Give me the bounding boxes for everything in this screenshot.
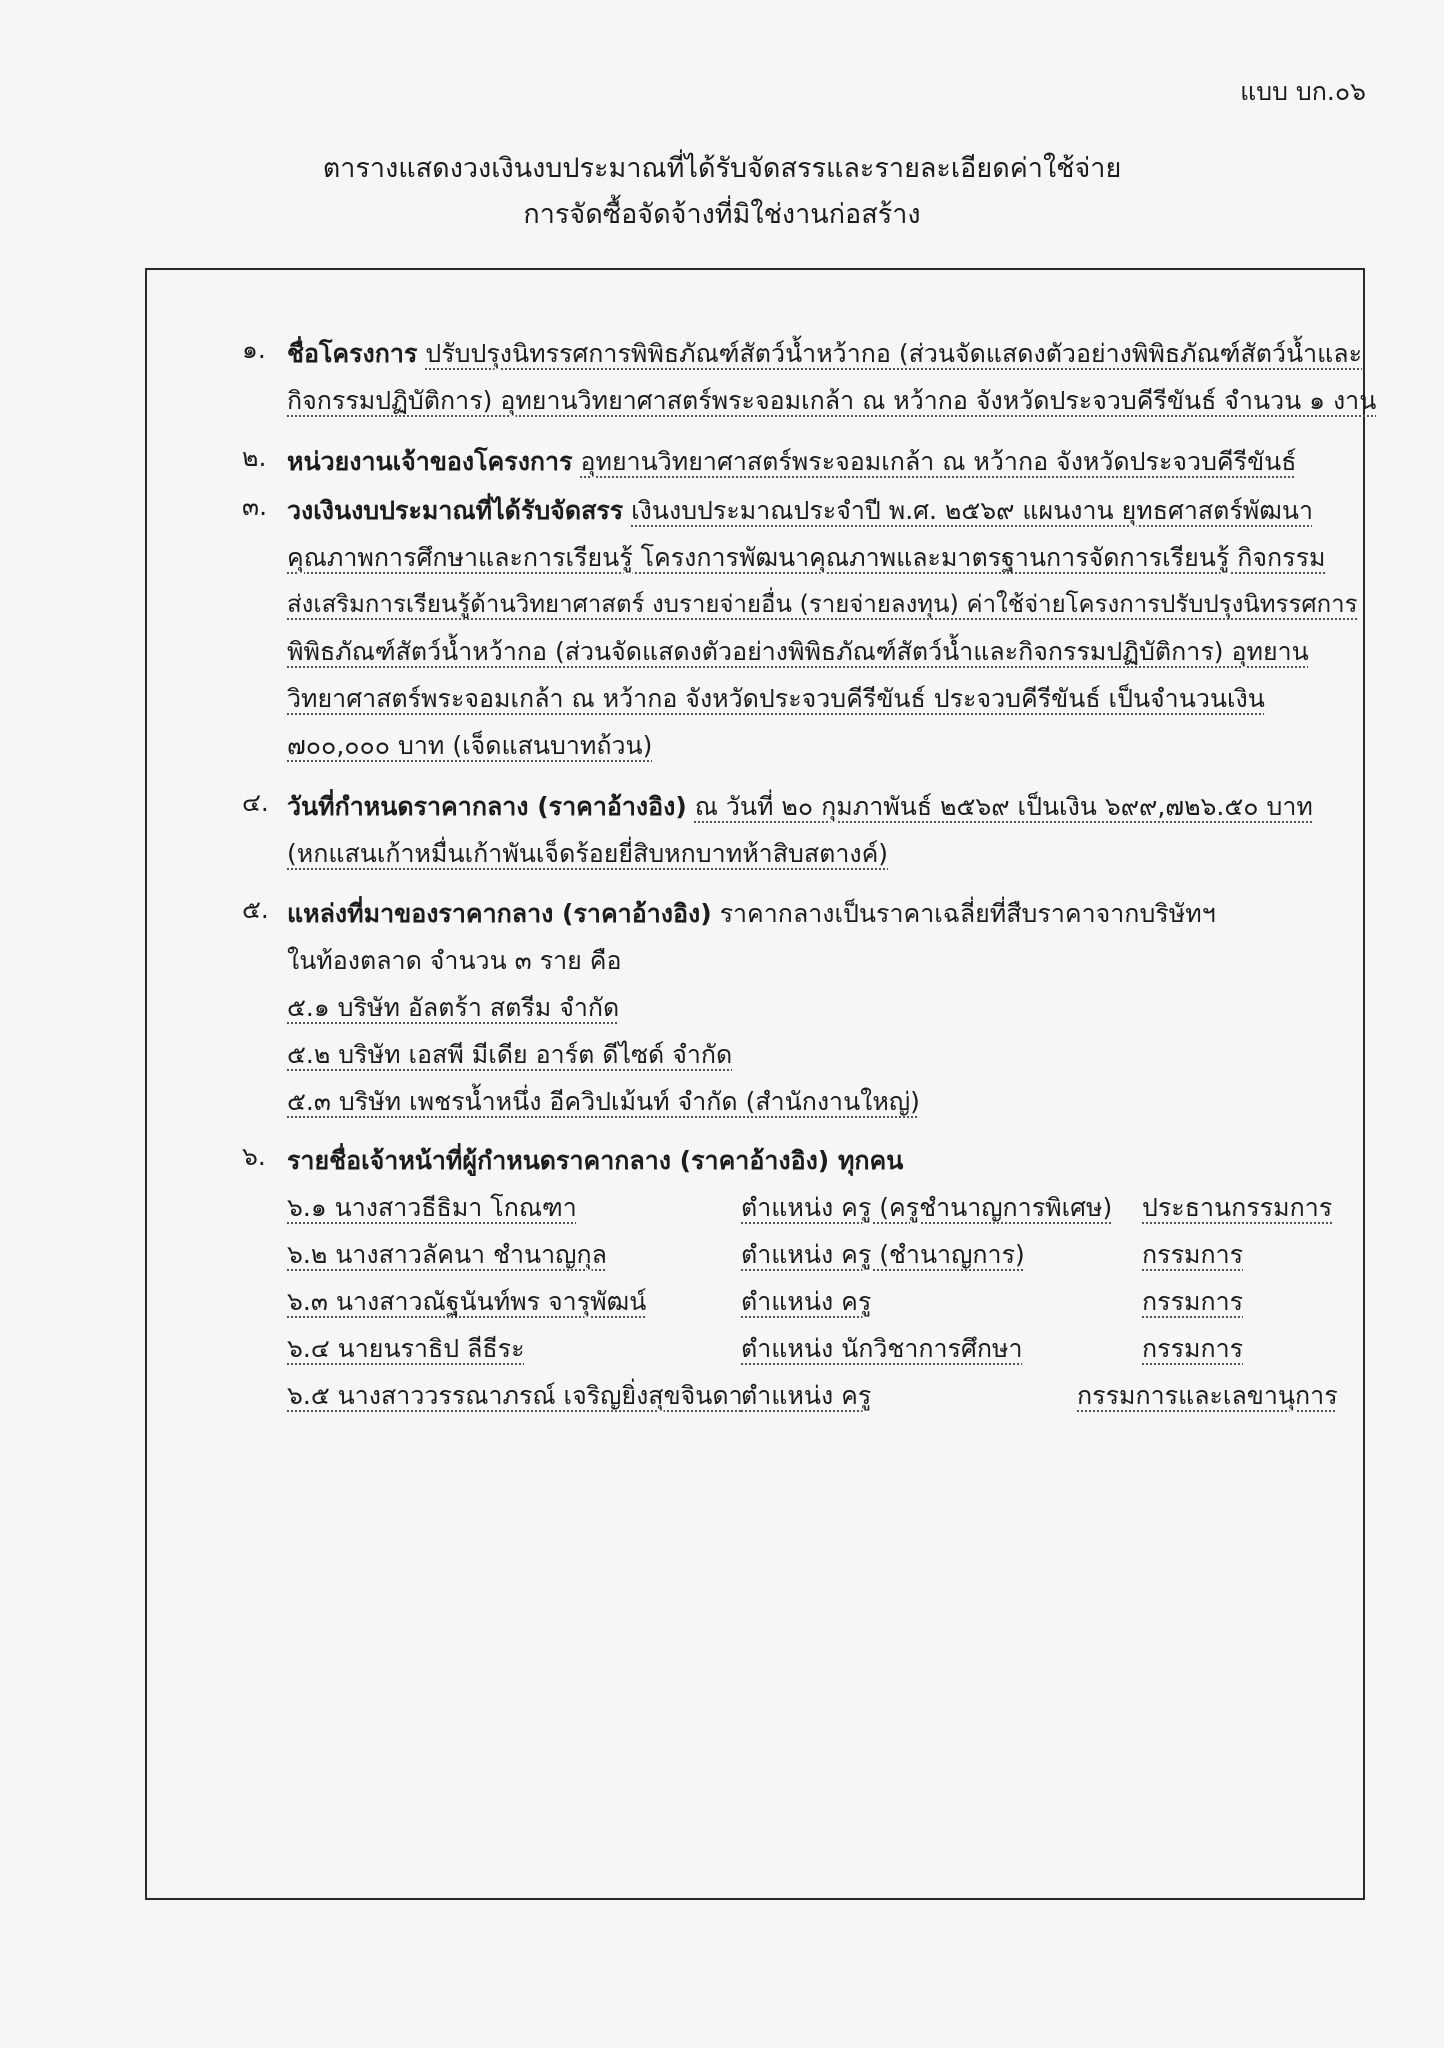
- form-code: แบบ บก.๐๖: [1240, 77, 1366, 106]
- section-number: ๔.: [242, 788, 269, 817]
- budget-line-3: ส่งเสริมการเรียนรู้ด้านวิทยาศาสตร์ งบรายจ่ายอื่น (รายจ่ายลงทุน) ค่าใช้จ่ายโครงการปรับปรุงนิทรรศการ: [287, 590, 1358, 618]
- section-label: วงเงินงบประมาณที่ได้รับจัดสรร: [287, 496, 624, 525]
- budget-line-2: คุณภาพการศึกษาและการเรียนรู้ โครงการพัฒนาคุณภาพและมาตรฐานการจัดการเรียนรู้ กิจกรรม: [287, 543, 1326, 572]
- reference-price-line-2: (หกแสนเก้าหมื่นเก้าพันเจ็ดร้อยยี่สิบหกบาทห้าสิบสตางค์): [287, 839, 889, 868]
- member-name: ๖.๓ นางสาวณัฐนันท์พร จารุพัฒน์: [287, 1287, 647, 1316]
- section-label: รายชื่อเจ้าหน้าที่ผู้กำหนดราคากลาง (ราคาอ้างอิง) ทุกคน: [287, 1146, 904, 1175]
- vendor-item: ๕.๓ บริษัท เพชรน้ำหนึ่ง อีควิปเม้นท์ จำกัด (สำนักงานใหญ่): [287, 1087, 920, 1116]
- budget-line-5: วิทยาศาสตร์พระจอมเกล้า ณ หว้ากอ จังหวัดประจวบคีรีขันธ์ ประจวบคีรีขันธ์ เป็นจำนวนเงิน: [287, 684, 1265, 713]
- member-position: ตำแหน่ง ครู: [741, 1287, 872, 1316]
- title-line-2: การจัดซื้อจัดจ้างที่มิใช่งานก่อสร้าง: [523, 199, 921, 230]
- member-name: ๖.๕ นางสาววรรณาภรณ์ เจริญยิ่งสุขจินดา: [287, 1381, 743, 1410]
- section-label: วันที่กำหนดราคากลาง (ราคาอ้างอิง): [287, 792, 687, 821]
- section-number: ๒.: [242, 443, 267, 472]
- section-label: หน่วยงานเจ้าของโครงการ: [287, 447, 573, 476]
- reference-price-line-1: ณ วันที่ ๒๐ กุมภาพันธ์ ๒๕๖๙ เป็นเงิน ๖๙๙,๗๒๖.๕๐ บาท: [694, 792, 1313, 821]
- committee-member-row: [287, 1184, 1387, 1231]
- project-name-line-1: ปรับปรุงนิทรรศการพิพิธภัณฑ์สัตว์น้ำหว้ากอ (ส่วนจัดแสดงตัวอย่างพิพิธภัณฑ์สัตว์น้ำและ: [425, 339, 1363, 368]
- budget-line-6: ๗๐๐,๐๐๐ บาท (เจ็ดแสนบาทถ้วน): [287, 731, 653, 760]
- document-title: [0, 146, 1444, 238]
- member-position: ตำแหน่ง ครู (ครูชำนาญการพิเศษ): [741, 1193, 1113, 1222]
- committee-member-row: [287, 1278, 1387, 1325]
- member-role: กรรมการ: [1142, 1334, 1244, 1363]
- member-position: ตำแหน่ง ครู: [741, 1381, 872, 1410]
- project-name-line-2: กิจกรรมปฏิบัติการ) อุทยานวิทยาศาสตร์พระจอมเกล้า ณ หว้ากอ จังหวัดประจวบคีรีขันธ์ จำนวน ๑ งาน: [287, 386, 1377, 415]
- member-name: ๖.๑ นางสาวธีธิมา โกณฑา: [287, 1193, 577, 1222]
- price-source-line-2: ในท้องตลาด จำนวน ๓ ราย คือ: [287, 946, 622, 975]
- title-line-1: ตารางแสดงวงเงินงบประมาณที่ได้รับจัดสรรและรายละเอียดค่าใช้จ่าย: [322, 153, 1122, 184]
- price-source-line-1: ราคากลางเป็นราคาเฉลี่ยที่สืบราคาจากบริษัทฯ: [719, 899, 1216, 928]
- owner-agency-value: อุทยานวิทยาศาสตร์พระจอมเกล้า ณ หว้ากอ จังหวัดประจวบคีรีขันธ์: [580, 447, 1297, 476]
- section-number: ๖.: [242, 1142, 266, 1171]
- member-role: กรรมการ: [1142, 1287, 1244, 1316]
- section-label: แหล่งที่มาของราคากลาง (ราคาอ้างอิง): [287, 899, 712, 928]
- vendor-item: ๕.๒ บริษัท เอสพี มีเดีย อาร์ต ดีไซด์ จำกัด: [287, 1040, 733, 1069]
- section-number: ๕.: [242, 895, 269, 924]
- committee-member-row: [287, 1325, 1387, 1372]
- member-name: ๖.๔ นายนราธิป ลีธีระ: [287, 1334, 525, 1363]
- member-position: ตำแหน่ง นักวิชาการศึกษา: [741, 1334, 1023, 1363]
- budget-line-1: เงินงบประมาณประจำปี พ.ศ. ๒๕๖๙ แผนงาน ยุทธศาสตร์พัฒนา: [631, 496, 1313, 525]
- member-role: ประธานกรรมการ: [1142, 1193, 1333, 1222]
- member-position: ตำแหน่ง ครู (ชำนาญการ): [741, 1240, 1025, 1269]
- vendor-item: ๕.๑ บริษัท อัลตร้า สตรีม จำกัด: [287, 993, 620, 1022]
- budget-line-4: พิพิธภัณฑ์สัตว์น้ำหว้ากอ (ส่วนจัดแสดงตัวอย่างพิพิธภัณฑ์สัตว์น้ำและกิจกรรมปฏิบัติการ) อุทยาน: [287, 637, 1309, 666]
- committee-member-row: [287, 1231, 1387, 1278]
- section-number: ๓.: [242, 492, 268, 521]
- section-number: ๑.: [242, 335, 266, 364]
- member-role: กรรมการและเลขานุการ: [1077, 1381, 1338, 1410]
- member-role: กรรมการ: [1142, 1240, 1244, 1269]
- committee-member-row: [287, 1372, 1387, 1419]
- section-label: ชื่อโครงการ: [287, 339, 418, 368]
- member-name: ๖.๒ นางสาวลัคนา ชำนาญกุล: [287, 1240, 607, 1269]
